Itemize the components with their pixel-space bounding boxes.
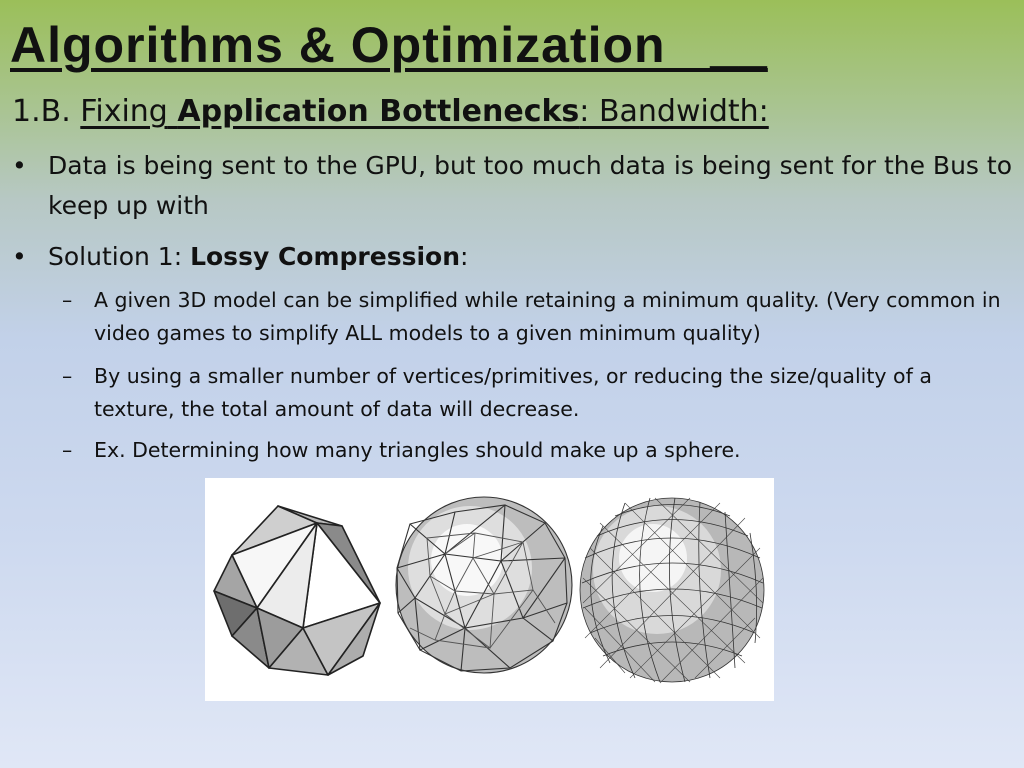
subtitle-fixing: Fixing Application Bottlenecks: Bandwidth:: [80, 94, 769, 129]
bullet-glyph: •: [12, 151, 27, 180]
dash-glyph: –: [62, 438, 73, 462]
sub-bullet-text: A given 3D model can be simplified while retaining a minimum quality. (Very common in video games to simplify ALL models to a given minimum quality): [94, 288, 1001, 345]
sub-bullet-text: By using a smaller number of vertices/primitives, or reducing the size/quality of a texture, the total amount of data will decrease.: [94, 364, 932, 421]
fine-geodesic-sphere: [580, 498, 764, 683]
medium-geodesic-sphere: [396, 497, 572, 673]
bullet-bold: Lossy Compression: [190, 242, 460, 271]
sub-bullet-item: [62, 434, 1016, 467]
sub-bullet-item: [62, 284, 1016, 350]
bullet-glyph: •: [12, 242, 27, 271]
bullet-prefix: Solution 1:: [48, 242, 191, 271]
bullet-suffix: :: [460, 242, 469, 271]
subtitle-number: 1.B.: [12, 94, 71, 129]
subtitle-bandwidth: : Bandwidth:: [579, 94, 769, 129]
slide-title: Algorithms & Optimization __: [10, 17, 768, 73]
bullet-text: Data is being sent to the GPU, but too much data is being sent for the Bus to keep up with: [48, 151, 1013, 220]
bullet-item: [12, 146, 1013, 226]
sub-bullet-item: [62, 360, 1016, 426]
sub-bullet-text: Ex. Determining how many triangles should make up a sphere.: [94, 438, 741, 462]
sphere-tessellation-figure: [205, 478, 774, 701]
slide-subtitle: [12, 92, 769, 132]
icosahedron-sphere: [214, 506, 380, 675]
dash-glyph: –: [62, 288, 73, 312]
bullet-item: [12, 237, 1013, 277]
subtitle-bold-phrase: Application Bottlenecks: [177, 94, 580, 129]
dash-glyph: –: [62, 364, 73, 388]
spheres-illustration: [205, 478, 774, 701]
